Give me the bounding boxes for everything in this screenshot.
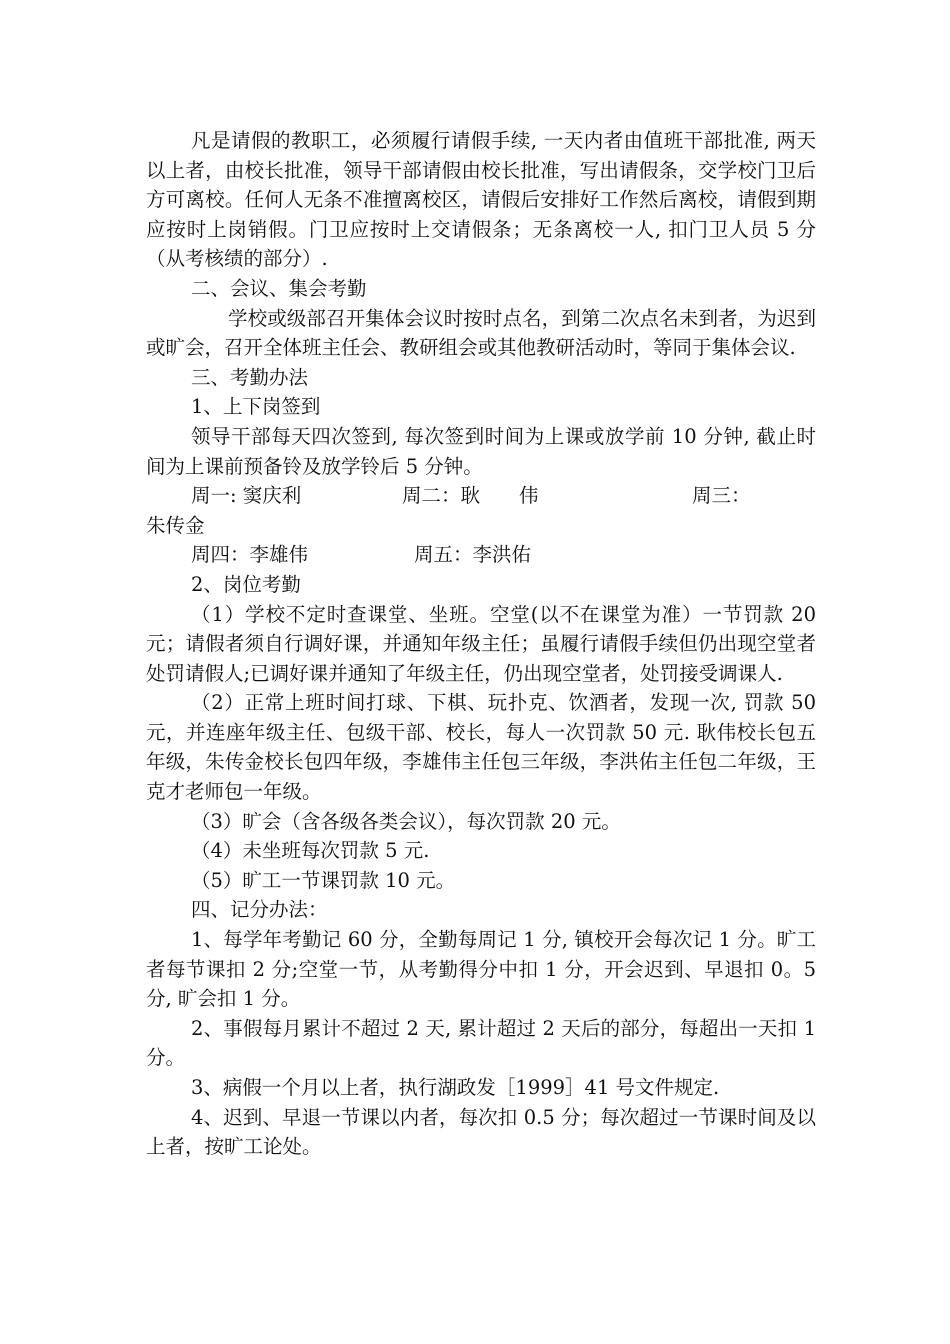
subheading-sign-in: 1、上下岗签到 (191, 395, 321, 419)
rule-4: （4）未坐班每次罚款 5 元. (191, 839, 430, 863)
duty-monday: 周一: 窦庆利 (191, 484, 302, 508)
duty-thursday: 周四：李雄伟 (191, 543, 309, 567)
meeting-attendance-paragraph: 学校或级部召开集体会议时按时点名，到第二次点名未到者，为迟到或旷会，召开全体班主任会、教研组会或其他教研活动时，等同于集体会议. (146, 306, 816, 360)
duty-wednesday-name: 朱传金 (146, 513, 205, 537)
document-body (146, 126, 816, 1162)
section-heading-methods: 三、考勤办法 (191, 365, 309, 389)
duty-tuesday: 周二：耿 伟 (402, 484, 539, 508)
duty-roster-row-2 (146, 540, 816, 570)
section-heading-scoring: 四、记分办法： (191, 898, 328, 922)
scoring-rule-4: 4、迟到、早退一节课以内者，每次扣 0.5 分；每次超过一节课时间及以上者，按旷工论处。 (146, 1105, 816, 1159)
subheading-post-attendance: 2、岗位考勤 (191, 572, 301, 596)
leave-request-paragraph: 凡是请假的教职工，必须履行请假手续, 一天内者由值班干部批准, 两天以上者，由校长批准，领导干部请假由校长批准，写出请假条，交学校门卫后方可离校。任何人无条不准擅离校区，请假后安排好工作然后离校，请假到期应按时上岗销假。门卫应按时上交请假条；无条离校一人, 扣门卫人员 5 分（从考核绩的部分）. (146, 129, 816, 271)
sign-in-paragraph: 领导干部每天四次签到, 每次签到时间为上课或放学前 10 分钟, 截止时间为上课前预备铃及放学铃后 5 分钟。 (146, 424, 816, 478)
scoring-rule-2: 2、事假每月累计不超过 2 天, 累计超过 2 天后的部分，每超出一天扣 1 分。 (146, 1016, 816, 1070)
scoring-rule-3: 3、病假一个月以上者，执行湖政发［1999］41 号文件规定. (191, 1076, 720, 1099)
scoring-rule-1: 1、每学年考勤记 60 分，全勤每周记 1 分, 镇校开会每次记 1 分。旷工者每节课扣 2 分;空堂一节，从考勤得分中扣 1 分，开会迟到、早退扣 0。5 分, 旷会扣 1 分。 (146, 928, 816, 1011)
rule-5: （5）旷工一节课罚款 10 元。 (191, 868, 456, 892)
duty-friday: 周五：李洪佑 (414, 543, 532, 567)
rule-1: （1）学校不定时查课堂、坐班。空堂(以不在课堂为准）一节罚款 20 元；请假者须自行调好课，并通知年级主任；虽履行请假手续但仍出现空堂者处罚请假人;已调好课并通知了年级主任，仍出现空堂者，处罚接受调课人. (146, 602, 816, 685)
duty-wednesday: 周三： (692, 484, 751, 508)
rule-3: （3）旷会（含各级各类会议），每次罚款 20 元。 (191, 809, 621, 833)
duty-roster-row-1 (146, 481, 816, 511)
rule-2: （2）正常上班时间打球、下棋、玩扑克、饮酒者，发现一次, 罚款 50 元，并连座年级主任、包级干部、校长，每人一次罚款 50 元. 耿伟校长包五年级，朱传金校长包四年级，李雄伟主任包三年级，李洪佑主任包二年级，王克才老师包一年级。 (146, 691, 816, 804)
section-heading-meetings: 二、会议、集会考勤 (191, 276, 367, 300)
